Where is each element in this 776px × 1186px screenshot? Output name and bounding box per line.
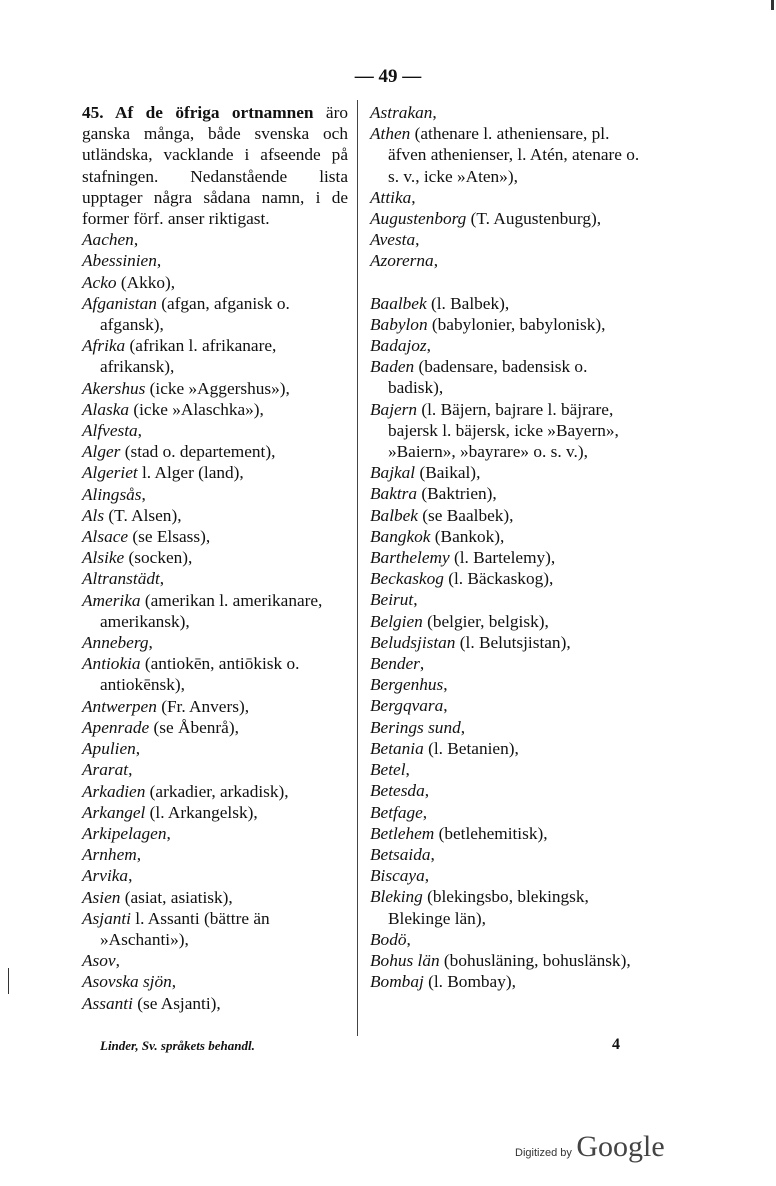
entry-gloss: ,	[433, 251, 439, 271]
entry-gloss: (l. Bartelemy),	[449, 548, 556, 568]
entry	[370, 632, 644, 653]
entry-gloss: (Baikal),	[415, 463, 481, 483]
entry-headword: Beludsjistan	[370, 632, 456, 652]
entry-gloss: (T. Alsen),	[104, 505, 182, 525]
entry-headword: Afganistan	[82, 293, 157, 313]
entry-headword: Avesta	[370, 230, 416, 250]
entry-gloss: (l. Bombay),	[423, 972, 516, 992]
entry-headword: Afrika	[82, 336, 126, 356]
entry-headword: Amerika	[82, 590, 141, 610]
entry-gloss: ,	[432, 103, 437, 122]
entry	[370, 229, 644, 250]
entry	[370, 802, 644, 823]
entry-headword: Asjanti	[82, 908, 131, 928]
entry-headword: Bohus län	[370, 950, 440, 970]
entry-gloss: (Fr. Anvers),	[156, 696, 250, 716]
entry	[370, 611, 644, 632]
entry-headword: Alaska	[82, 399, 130, 419]
entry	[82, 378, 348, 399]
entry-headword: Alingsås	[82, 484, 142, 504]
entry-gloss: ,	[171, 972, 177, 992]
entry-gloss: (Akko),	[116, 272, 176, 292]
entry-gloss: ,	[159, 569, 165, 589]
entry	[82, 505, 348, 526]
entry-headword: Bajern	[370, 399, 418, 419]
left-column	[82, 102, 348, 1014]
entry-gloss: ,	[166, 823, 171, 843]
entry	[370, 187, 644, 208]
entry-gloss: l. Alger (land),	[137, 463, 244, 483]
entry	[370, 653, 644, 674]
entry-headword: Baden	[370, 357, 415, 377]
entry-gloss: ,	[413, 590, 418, 610]
entry-headword: Anneberg	[82, 633, 149, 653]
entry-gloss: ,	[406, 929, 411, 949]
entry-headword: Asov	[82, 951, 116, 971]
entry	[82, 462, 348, 483]
entry	[370, 695, 644, 716]
entry-headword: Aachen	[82, 230, 134, 250]
entry-headword: Abessinien	[82, 251, 157, 271]
entry-gloss: ,	[137, 421, 142, 441]
entry-headword: Badajoz	[370, 336, 427, 356]
entry	[82, 865, 348, 886]
entry	[82, 399, 348, 420]
page-number: — 49 —	[354, 66, 422, 87]
entry-headword: Betesda	[370, 781, 425, 801]
entry	[82, 568, 348, 589]
entry-headword: Biscaya	[370, 866, 425, 886]
footer-source: Linder, Sv. språkets behandl.	[100, 1038, 255, 1053]
entry-headword: Arnhem	[82, 845, 137, 865]
entry-gloss: ,	[419, 654, 425, 674]
entry-headword: Betania	[370, 738, 424, 758]
entry-gloss: ,	[426, 336, 431, 356]
entry	[82, 420, 348, 441]
right-entry-list-b	[370, 293, 644, 993]
entry-gloss: (T. Augustenburg),	[466, 209, 602, 229]
entry-gloss: ,	[148, 633, 153, 653]
entry-gloss: (afgan, afganisk o. afgansk),	[100, 293, 290, 335]
entry-gloss: (antiokēn, antiōkisk o. antiokēnsk),	[100, 654, 300, 695]
section-gap	[370, 272, 644, 293]
entry	[82, 802, 348, 823]
entry	[370, 462, 644, 483]
entry-gloss: (se Åbenrå),	[149, 717, 239, 737]
column-divider	[357, 100, 358, 1036]
entry	[82, 696, 348, 717]
entry-gloss: ,	[422, 802, 428, 822]
entry-headword: Bergenhus	[370, 675, 444, 695]
entry-headword: Beirut	[370, 590, 414, 610]
entry-gloss: ,	[415, 230, 420, 250]
entry-gloss: ,	[136, 845, 142, 865]
entry-gloss: (se Baalbek),	[417, 505, 514, 525]
entry	[370, 674, 644, 695]
entry	[82, 908, 348, 950]
entry-headword: Alsace	[82, 527, 129, 547]
entry	[82, 250, 348, 271]
entry	[370, 250, 644, 271]
entry	[370, 865, 644, 886]
entry	[370, 505, 644, 526]
entry-gloss: (se Asjanti),	[132, 993, 221, 1013]
entry-gloss: (icke »Aggershus»),	[145, 378, 290, 398]
entry	[82, 293, 348, 335]
entry	[82, 993, 348, 1014]
entry	[370, 547, 644, 568]
entry-gloss: (l. Betanien),	[423, 738, 519, 758]
entry-gloss: (badensare, badensisk o. badisk),	[388, 357, 588, 398]
entry-gloss: ,	[141, 484, 146, 504]
entry-gloss: (arkadier, arkadisk),	[145, 781, 289, 801]
entry	[370, 844, 644, 865]
entry	[82, 547, 348, 568]
entry-headword: Balbek	[370, 505, 418, 525]
entry-headword: Acko	[82, 272, 117, 292]
entry	[82, 484, 348, 505]
entry-headword: Bangkok	[370, 526, 431, 546]
entry-gloss: (athenare l. atheniensare, pl. äfven athenienser, l. Atén, atenare o. s. v., icke »Aten»),	[388, 124, 640, 186]
entry	[370, 526, 644, 547]
entry	[370, 780, 644, 801]
intro-paragraph	[82, 102, 348, 229]
entry-gloss: ,	[430, 844, 435, 864]
entry-headword: Asovska sjön	[82, 972, 172, 992]
entry-gloss: (belgier, belgisk),	[422, 611, 549, 631]
entry	[82, 887, 348, 908]
entry	[370, 335, 644, 356]
entry	[82, 971, 348, 992]
entry-headword: Babylon	[370, 314, 428, 334]
entry-gloss: (socken),	[124, 548, 193, 568]
scan-margin-line	[8, 968, 9, 994]
entry-headword: Belgien	[370, 611, 423, 631]
entry-headword: Bergqvara	[370, 696, 444, 716]
entry-gloss: (l. Bäckaskog),	[443, 569, 554, 589]
entry	[370, 314, 644, 335]
entry-headword: Bender	[370, 654, 420, 674]
entry-gloss: (Bankok),	[430, 526, 505, 546]
entry	[370, 759, 644, 780]
entry-headword: Astrakan	[370, 103, 433, 122]
entry-headword: Azorerna	[370, 251, 434, 271]
entry-headword: Apulien	[82, 739, 136, 759]
entry-headword: Augustenborg	[370, 209, 467, 229]
entry-headword: Bajkal	[370, 463, 416, 483]
entry-headword: Betel	[370, 760, 406, 780]
entry-headword: Beckaskog	[370, 569, 444, 589]
entry	[370, 399, 644, 463]
entry-headword: Asien	[82, 887, 121, 907]
entry	[82, 441, 348, 462]
entry-headword: Alsike	[82, 548, 125, 568]
entry-gloss: ,	[128, 866, 133, 886]
entry-headword: Altranstädt	[82, 569, 160, 589]
section-heading: 45. Af de öfriga ortnamnen	[82, 103, 314, 122]
entry-gloss: ,	[133, 230, 139, 250]
entry	[370, 356, 644, 398]
entry-headword: Alfvesta	[82, 421, 138, 441]
entry-gloss: ,	[460, 717, 466, 737]
entry-gloss: ,	[135, 739, 141, 759]
signature-mark: 4	[612, 1036, 620, 1053]
entry	[370, 717, 644, 738]
entry-gloss: ,	[443, 696, 448, 716]
entry-headword: Bleking	[370, 887, 423, 907]
entry	[370, 886, 644, 928]
entry-gloss: (betlehemitisk),	[434, 823, 548, 843]
entry	[82, 717, 348, 738]
entry-headword: Antiokia	[82, 654, 141, 674]
entry-gloss: (babylonier, babylonisk),	[427, 314, 606, 334]
page-footer	[100, 1038, 620, 1054]
right-column	[370, 102, 644, 992]
entry-gloss: ,	[115, 951, 120, 971]
entry	[82, 823, 348, 844]
watermark-prefix: Digitized by	[515, 1147, 572, 1159]
google-logo: Google	[576, 1130, 665, 1163]
scan-edge-mark	[771, 0, 774, 10]
entry	[370, 738, 644, 759]
entry-headword: Arkipelagen	[82, 823, 167, 843]
entry	[370, 950, 644, 971]
entry-gloss: ,	[424, 866, 430, 886]
entry-gloss: ,	[424, 781, 430, 801]
entry-gloss: ,	[128, 760, 133, 780]
entry-headword: Arkangel	[82, 802, 146, 822]
entry	[82, 738, 348, 759]
entry-gloss: l. Assanti (bättre än »Aschanti»),	[100, 908, 270, 949]
entry-headword: Athen	[370, 124, 411, 144]
entry	[370, 929, 644, 950]
entry-headword: Baalbek	[370, 293, 427, 313]
entry-gloss: (afrikan l. afrikanare, afrikansk),	[100, 336, 277, 377]
entry-headword: Bombaj	[370, 972, 424, 992]
entry-headword: Alger	[82, 442, 121, 462]
entry-headword: Barthelemy	[370, 548, 450, 568]
entry-headword: Akershus	[82, 378, 146, 398]
entry	[370, 102, 644, 123]
entry-gloss: (Baktrien),	[417, 484, 497, 504]
left-entry-list	[82, 229, 348, 1014]
entry-gloss: (l. Balbek),	[426, 293, 510, 313]
entry	[82, 759, 348, 780]
entry	[82, 526, 348, 547]
entry	[82, 653, 348, 695]
entry-gloss: (se Elsass),	[128, 527, 211, 547]
intro-text: äro ganska många, både svenska och utländska, vacklande i afseende på stafningen. Nedanstående lista upptager några sådana namn, i de former förf. anser riktigast.	[82, 103, 348, 229]
entry	[370, 123, 644, 187]
entry	[82, 632, 348, 653]
entry	[82, 590, 348, 632]
entry-gloss: ,	[156, 251, 162, 271]
entry	[370, 293, 644, 314]
entry	[82, 229, 348, 250]
entry-headword: Berings sund	[370, 717, 461, 737]
entry-gloss: ,	[405, 760, 410, 780]
entry	[370, 589, 644, 610]
entry-headword: Attika	[370, 187, 412, 207]
entry	[370, 568, 644, 589]
entry-headword: Antwerpen	[82, 696, 157, 716]
entry-headword: Assanti	[82, 993, 133, 1013]
entry-headword: Betsaida	[370, 844, 431, 864]
entry-gloss: (amerikan l. amerikanare, amerikansk),	[100, 590, 323, 631]
entry-headword: Als	[82, 505, 105, 525]
entry-headword: Arvika	[82, 866, 129, 886]
entry	[82, 781, 348, 802]
entry-headword: Baktra	[370, 484, 418, 504]
entry-gloss: (l. Belutsjistan),	[455, 632, 571, 652]
right-entry-list-a	[370, 102, 644, 272]
entry-gloss: ,	[443, 675, 448, 695]
entry-headword: Ararat	[82, 760, 129, 780]
entry-gloss: (stad o. departement),	[120, 442, 276, 462]
digitized-watermark	[515, 1130, 665, 1164]
entry-gloss: (blekingsbo, blekingsk, Blekinge län),	[388, 887, 589, 928]
entry-headword: Bodö	[370, 929, 407, 949]
entry-gloss: (asiat, asiatisk),	[120, 887, 233, 907]
entry	[370, 971, 644, 992]
entry	[82, 335, 348, 377]
entry	[82, 950, 348, 971]
entry	[82, 844, 348, 865]
entry	[370, 483, 644, 504]
entry-headword: Betlehem	[370, 823, 435, 843]
entry	[370, 208, 644, 229]
entry	[82, 272, 348, 293]
entry-headword: Betfage	[370, 802, 423, 822]
entry-gloss: ,	[411, 187, 416, 207]
entry-headword: Arkadien	[82, 781, 146, 801]
entry-gloss: (l. Bäjern, bajrare l. bäjrare, bajersk l. bäjersk, icke »Bayern», »Baiern», »bayrare» o. s. v.),	[388, 399, 619, 462]
entry	[370, 823, 644, 844]
entry-headword: Apenrade	[82, 717, 150, 737]
entry-gloss: (l. Arkangelsk),	[145, 802, 258, 822]
entry-gloss: (bohusläning, bohuslänsk),	[439, 950, 631, 970]
entry-gloss: (icke »Alaschka»),	[129, 399, 264, 419]
entry-headword: Algeriet	[82, 463, 138, 483]
